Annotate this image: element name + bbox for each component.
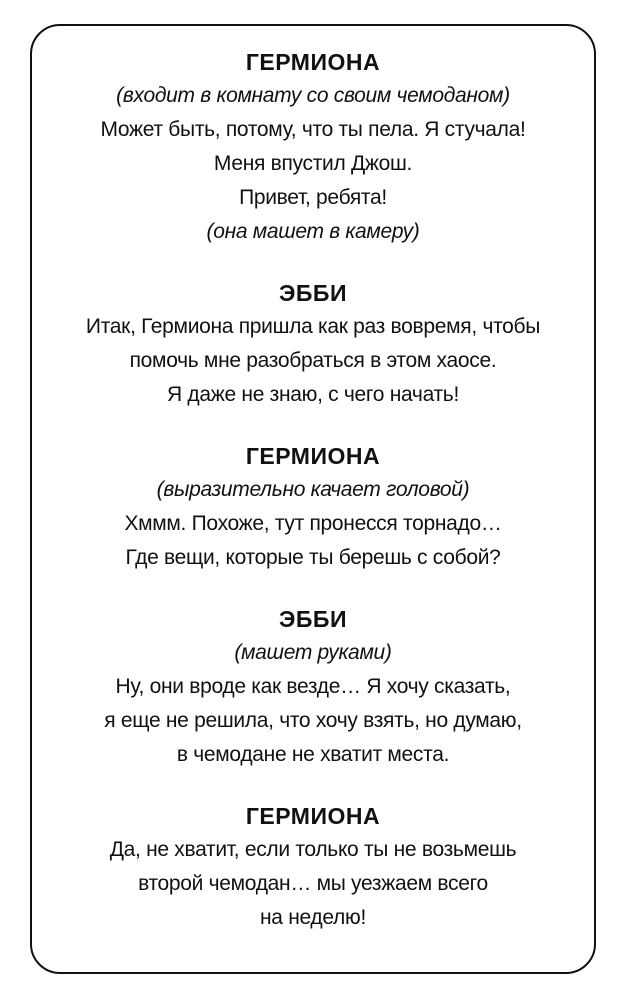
character-name: ГЕРМИОНА: [245, 803, 381, 829]
dialogue-line: я еще не решила, что хочу взять, но думаю,: [104, 709, 522, 732]
dialogue-block: [40, 439, 586, 575]
stage-direction: (входит в комнату со своим чемоданом): [116, 84, 510, 107]
dialogue-line: Может быть, потому, что ты пела. Я стучала!: [100, 118, 526, 141]
dialogue-line: Да, не хватит, если только ты не возьмешь: [109, 838, 517, 861]
dialogue-line: на неделю!: [260, 906, 366, 929]
character-name: ЭББИ: [279, 280, 347, 306]
dialogue-line: Итак, Гермиона пришла как раз вовремя, чтобы: [85, 315, 541, 338]
stage-direction: (она машет в камеру): [206, 220, 420, 243]
dialogue-line: Привет, ребята!: [239, 186, 387, 209]
dialogue-block: [40, 602, 586, 772]
dialogue-line: второй чемодан… мы уезжаем всего: [138, 872, 488, 895]
dialogue-block: [40, 276, 586, 412]
dialogue-line: Меня впустил Джош.: [213, 152, 413, 175]
dialogue-line: Ну, они вроде как везде… Я хочу сказать,: [115, 675, 511, 698]
dialogue-block: [40, 45, 586, 249]
character-name: ЭББИ: [279, 606, 347, 632]
dialogue-line: в чемодане не хватит места.: [176, 743, 450, 766]
stage-direction: (машет руками): [234, 641, 392, 664]
dialogue-line: Я даже не знаю, с чего начать!: [167, 383, 459, 406]
dialogue-line: помочь мне разобраться в этом хаосе.: [129, 349, 497, 372]
stage-direction: (выразительно качает головой): [156, 478, 470, 501]
character-name: ГЕРМИОНА: [245, 443, 381, 469]
character-name: ГЕРМИОНА: [245, 49, 381, 75]
script-page: [30, 24, 596, 974]
dialogue-line: Хммм. Похоже, тут пронесся торнадо…: [124, 512, 502, 535]
dialogue-block: [40, 799, 586, 935]
dialogue-line: Где вещи, которые ты берешь с собой?: [125, 546, 501, 569]
